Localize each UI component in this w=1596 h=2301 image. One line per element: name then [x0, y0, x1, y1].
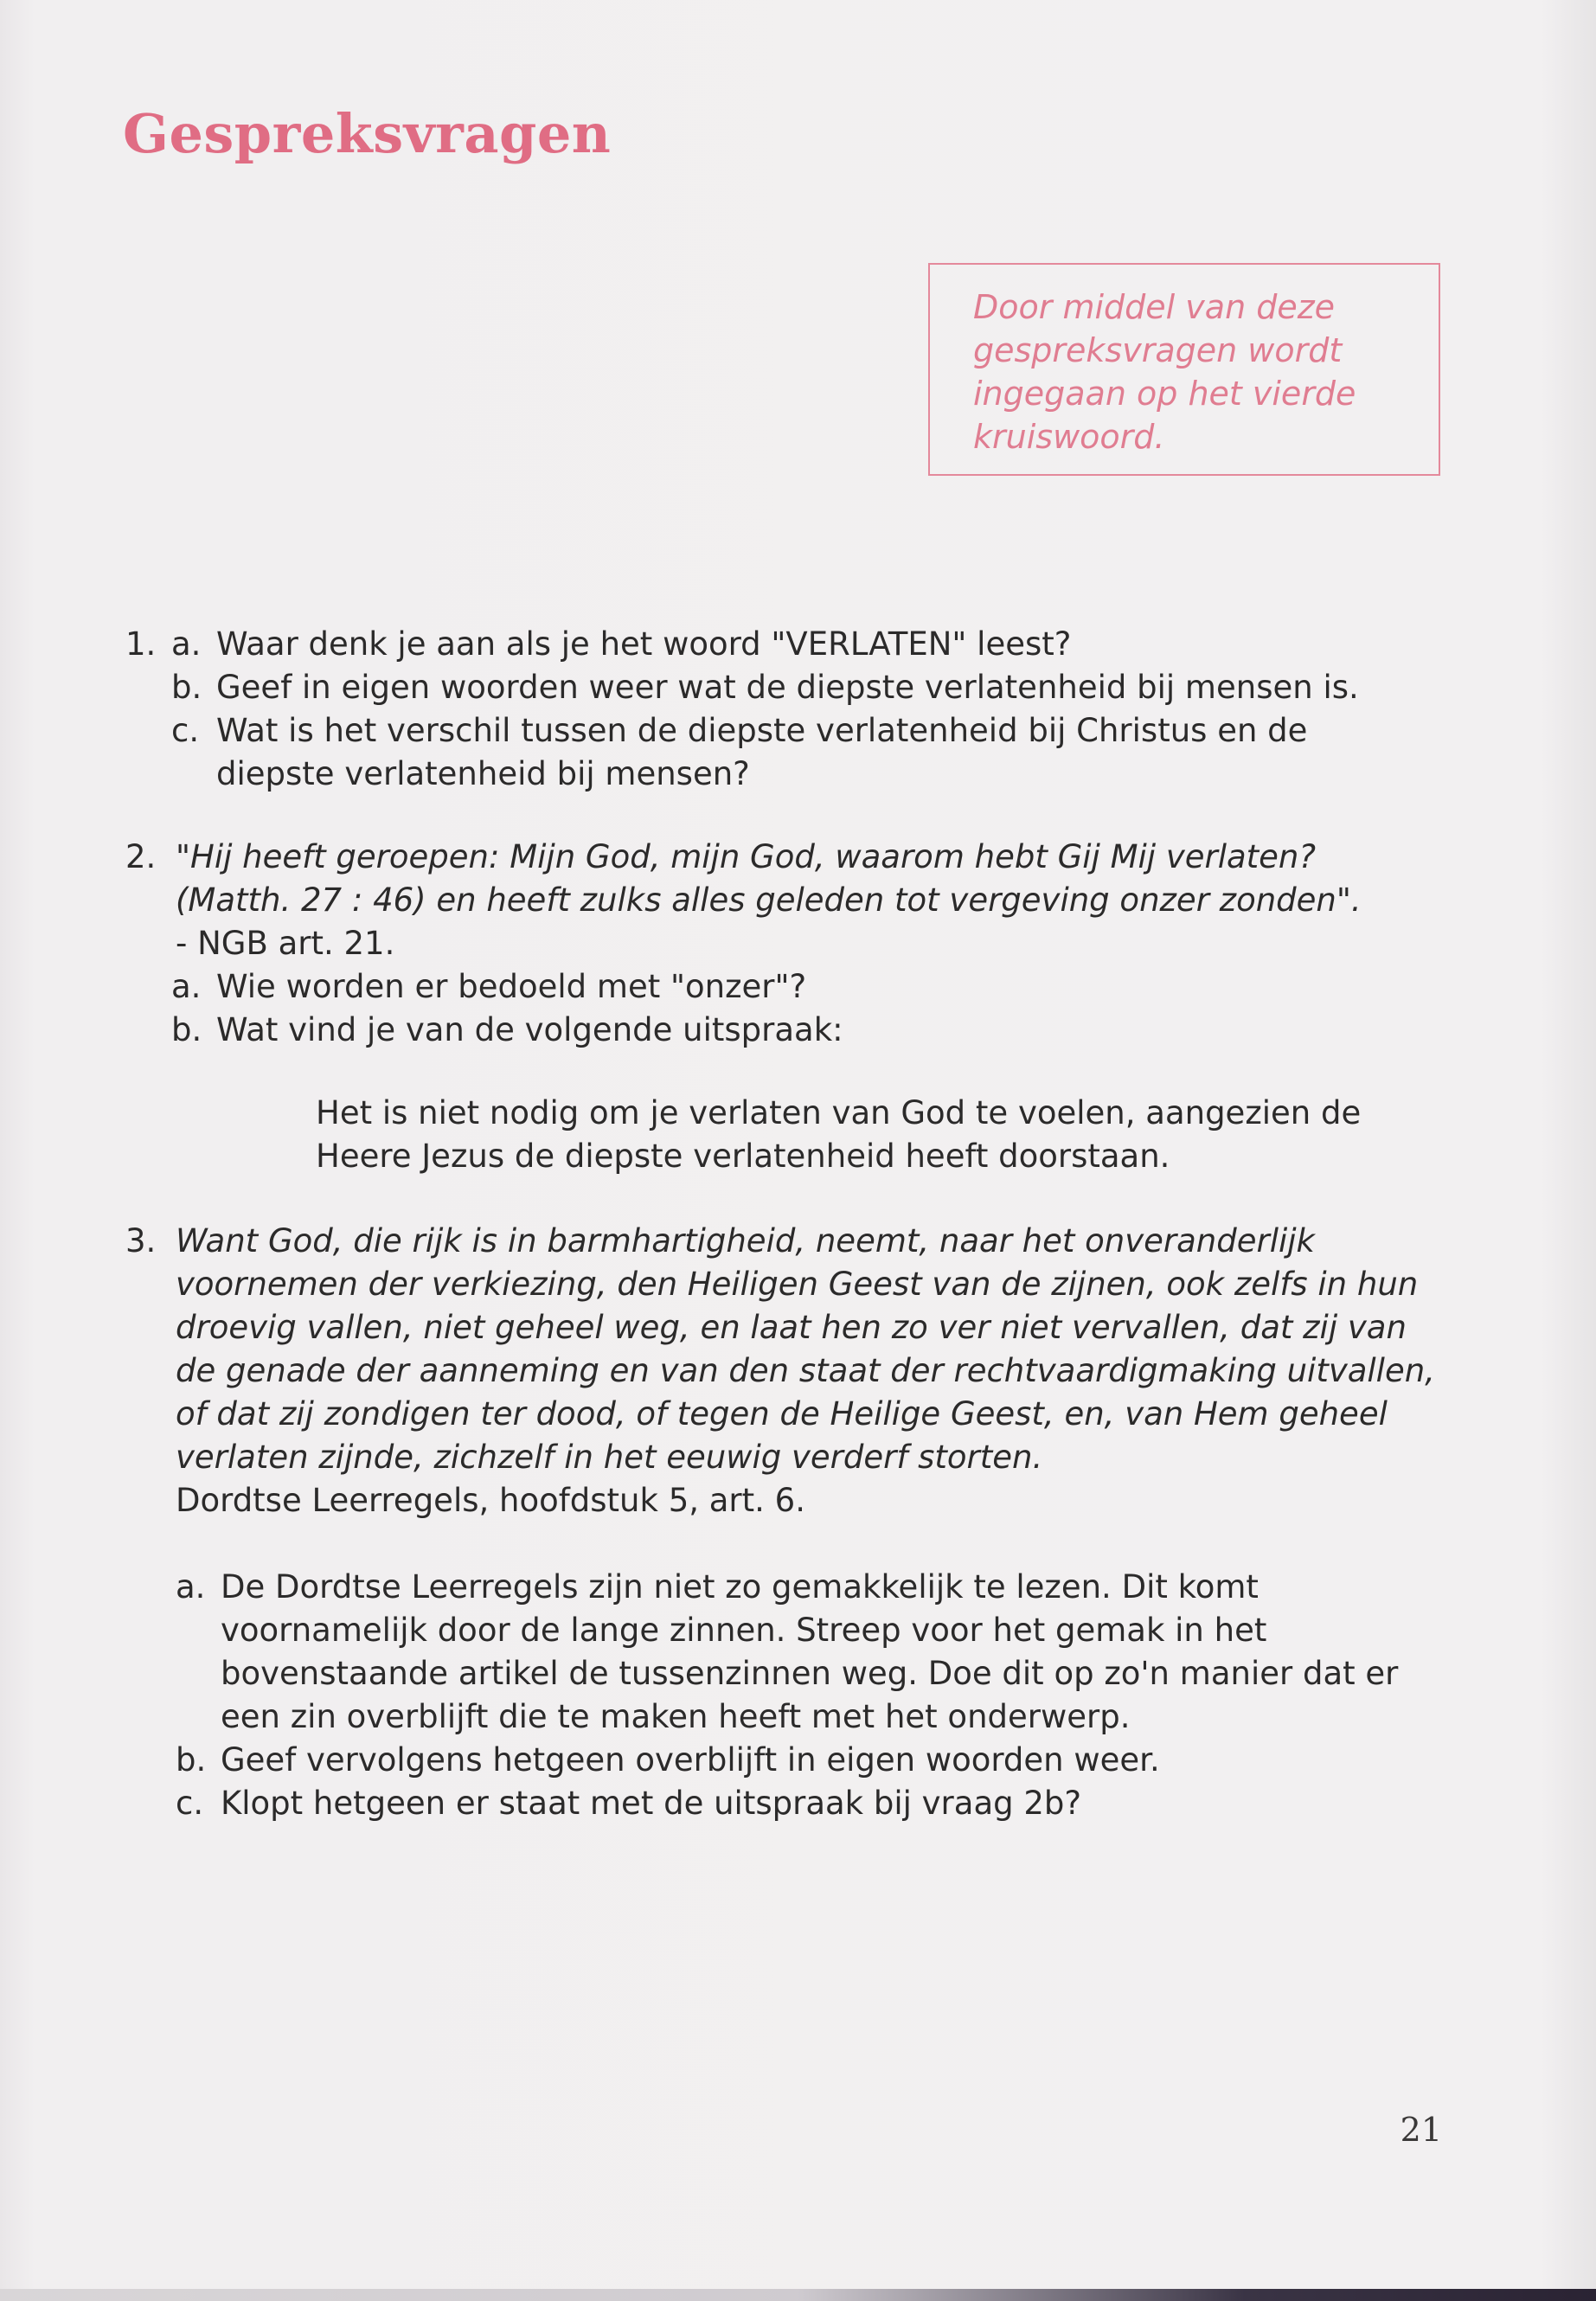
sub-letter: a. [171, 968, 202, 1005]
question-number: 3. [125, 1222, 157, 1259]
sub-letter: c. [176, 1785, 204, 1822]
statement-quote: Het is niet nodig om je verlaten van God te voelen, aangezien de Heere Jezus de diepste verlatenheid heeft doorstaan. [316, 1094, 1362, 1175]
sub-letter: a. [176, 1568, 206, 1606]
sub-text: Wie worden er bedoeld met "onzer"? [216, 968, 807, 1005]
sub-text: Klopt hetgeen er staat met de uitspraak bij vraag 2b? [221, 1785, 1082, 1822]
sub-text: Waar denk je aan als je het woord "VERLATEN" leest? [216, 625, 1072, 663]
page-number: 21 [1400, 2111, 1442, 2149]
sub-letter: c. [171, 712, 200, 749]
question-number: 1. [125, 625, 157, 663]
sub-letter: b. [171, 669, 202, 706]
scan-edge [0, 2289, 1596, 2301]
ngb-source: - NGB art. 21. [176, 925, 395, 962]
ngb-quote: "Hij heeft geroepen: Mijn God, mijn God, waarom hebt Gij Mij verlaten? (Matth. 27 : 46) en heeft zulks alles geleden tot vergeving onzer zonden". [176, 838, 1362, 919]
page-title: Gespreksvragen [123, 102, 612, 165]
sub-letter: b. [171, 1011, 202, 1048]
sub-text: Wat is het verschil tussen de diepste verlatenheid bij Christus en de diepste verlatenheid bij mensen? [216, 712, 1308, 792]
sub-text: Wat vind je van de volgende uitspraak: [216, 1011, 843, 1048]
sub-letter: a. [171, 625, 202, 663]
dordt-quote: Want God, die rijk is in barmhartigheid, neemt, naar het onveranderlijk voornemen der verkiezing, den Heiligen Geest van de zijnen, ook zelfs in hun droevig vallen, niet geheel weg, en laat hen zo ver niet vervallen, dat zij van de genade der aanneming en van den staat der rechtvaardigmaking uitvallen, of dat zij zondigen ter dood, of tegen de Heilige Geest, en, van Hem geheel verlaten zijnde, zichzelf in het eeuwig verderf storten. [176, 1222, 1435, 1476]
dordt-source: Dordtse Leerregels, hoofdstuk 5, art. 6. [176, 1482, 805, 1519]
sub-text: Geef vervolgens hetgeen overblijft in eigen woorden weer. [221, 1741, 1160, 1779]
intro-note-box [928, 263, 1440, 476]
question-number: 2. [125, 838, 157, 875]
sub-text: Geef in eigen woorden weer wat de diepste verlatenheid bij mensen is. [216, 669, 1359, 706]
sub-letter: b. [176, 1741, 207, 1779]
intro-note-text: Door middel van deze gespreksvragen wordt ingegaan op het vierde kruiswoord. [973, 288, 1356, 456]
sub-text: De Dordtse Leerregels zijn niet zo gemakkelijk te lezen. Dit komt voornamelijk door de lange zinnen. Streep voor het gemak in het bovenstaande artikel de tussenzinnen weg. Doe dit op zo'n manier dat er een zin overblijft die te maken heeft met het onderwerp. [221, 1568, 1399, 1735]
